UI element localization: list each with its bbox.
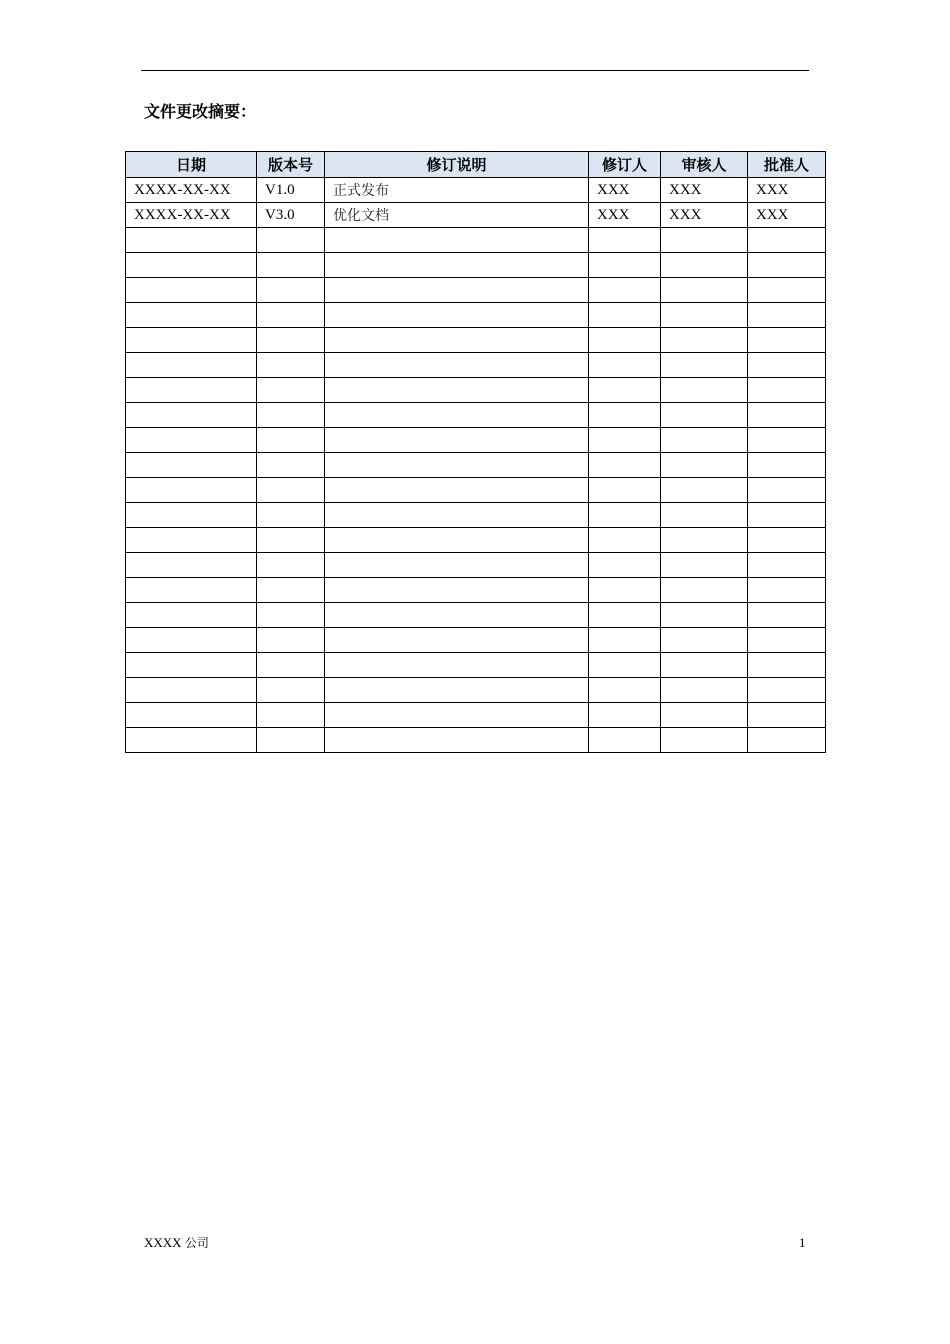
cell-date-empty <box>126 703 257 728</box>
cell-date-empty <box>126 603 257 628</box>
table-row-empty <box>126 678 826 703</box>
table-row-empty <box>126 353 826 378</box>
table-row-empty <box>126 553 826 578</box>
table-row-empty <box>126 428 826 453</box>
cell-version-empty <box>257 353 325 378</box>
cell-version-empty <box>257 678 325 703</box>
header-date: 日期 <box>126 152 257 178</box>
table-row-empty <box>126 728 826 753</box>
cell-approved-by-empty <box>748 403 826 428</box>
cell-reviewed-by-empty <box>661 278 748 303</box>
cell-version-empty <box>257 628 325 653</box>
cell-approved-by-empty <box>748 728 826 753</box>
cell-reviewed-by-empty <box>661 378 748 403</box>
cell-description-empty <box>325 403 589 428</box>
cell-revised-by: XXX <box>589 203 661 228</box>
cell-date-empty <box>126 253 257 278</box>
cell-version-empty <box>257 428 325 453</box>
cell-reviewed-by-empty <box>661 328 748 353</box>
cell-date-empty <box>126 328 257 353</box>
cell-revised-by-empty <box>589 728 661 753</box>
cell-description-empty <box>325 628 589 653</box>
table-row-empty <box>126 503 826 528</box>
cell-description-empty <box>325 528 589 553</box>
table-header-row <box>126 152 826 178</box>
cell-approved-by-empty <box>748 653 826 678</box>
cell-approved-by-empty <box>748 603 826 628</box>
cell-revised-by-empty <box>589 403 661 428</box>
cell-reviewed-by-empty <box>661 478 748 503</box>
cell-revised-by-empty <box>589 303 661 328</box>
cell-approved-by-empty <box>748 278 826 303</box>
header-version: 版本号 <box>257 152 325 178</box>
cell-approved-by-empty <box>748 478 826 503</box>
cell-approved-by-empty <box>748 253 826 278</box>
table-row-empty <box>126 278 826 303</box>
cell-version-empty <box>257 703 325 728</box>
cell-approved-by: XXX <box>748 203 826 228</box>
cell-description: 正式发布 <box>325 178 589 203</box>
cell-reviewed-by-empty <box>661 553 748 578</box>
section-title: 文件更改摘要： <box>144 102 257 121</box>
cell-description-empty <box>325 703 589 728</box>
footer-page-number: 1 <box>799 1235 806 1250</box>
cell-revised-by-empty <box>589 428 661 453</box>
cell-reviewed-by-empty <box>661 453 748 478</box>
cell-version-empty <box>257 328 325 353</box>
cell-revised-by-empty <box>589 678 661 703</box>
cell-description-empty <box>325 503 589 528</box>
cell-approved-by-empty <box>748 503 826 528</box>
cell-description: 优化文档 <box>325 203 589 228</box>
cell-date-empty <box>126 653 257 678</box>
cell-date-empty <box>126 403 257 428</box>
cell-revised-by-empty <box>589 703 661 728</box>
cell-approved-by-empty <box>748 453 826 478</box>
cell-description-empty <box>325 428 589 453</box>
cell-revised-by-empty <box>589 353 661 378</box>
cell-date-empty <box>126 528 257 553</box>
cell-reviewed-by-empty <box>661 228 748 253</box>
cell-date-empty <box>126 628 257 653</box>
footer-company-code: XXXX <box>144 1235 182 1250</box>
cell-description-empty <box>325 453 589 478</box>
header-rule <box>141 70 809 71</box>
footer-company <box>144 1235 209 1251</box>
table-row-empty <box>126 528 826 553</box>
cell-approved-by: XXX <box>748 178 826 203</box>
footer-company-suffix: 公司 <box>184 1236 209 1250</box>
cell-date-empty <box>126 353 257 378</box>
cell-reviewed-by-empty <box>661 628 748 653</box>
cell-description-empty <box>325 478 589 503</box>
cell-reviewed-by-empty <box>661 703 748 728</box>
table-row-empty <box>126 453 826 478</box>
cell-version-empty <box>257 653 325 678</box>
cell-reviewed-by-empty <box>661 303 748 328</box>
table-row-empty <box>126 403 826 428</box>
header-description: 修订说明 <box>325 152 589 178</box>
cell-revised-by-empty <box>589 328 661 353</box>
cell-description-empty <box>325 603 589 628</box>
cell-date-empty <box>126 228 257 253</box>
cell-reviewed-by-empty <box>661 603 748 628</box>
cell-date-empty <box>126 453 257 478</box>
cell-description-empty <box>325 728 589 753</box>
cell-version-empty <box>257 528 325 553</box>
cell-description-empty <box>325 328 589 353</box>
cell-date: XXXX-XX-XX <box>126 203 257 228</box>
cell-revised-by-empty <box>589 653 661 678</box>
cell-approved-by-empty <box>748 678 826 703</box>
cell-revised-by-empty <box>589 253 661 278</box>
cell-date: XXXX-XX-XX <box>126 178 257 203</box>
table-row-empty <box>126 703 826 728</box>
cell-approved-by-empty <box>748 553 826 578</box>
table-row-empty <box>126 628 826 653</box>
cell-date-empty <box>126 728 257 753</box>
cell-date-empty <box>126 678 257 703</box>
cell-approved-by-empty <box>748 528 826 553</box>
cell-reviewed-by: XXX <box>661 178 748 203</box>
cell-revised-by-empty <box>589 628 661 653</box>
cell-approved-by-empty <box>748 328 826 353</box>
cell-reviewed-by-empty <box>661 728 748 753</box>
cell-revised-by-empty <box>589 378 661 403</box>
cell-approved-by-empty <box>748 703 826 728</box>
cell-version-empty <box>257 378 325 403</box>
table-row-empty <box>126 653 826 678</box>
cell-date-empty <box>126 503 257 528</box>
cell-date-empty <box>126 378 257 403</box>
cell-reviewed-by-empty <box>661 403 748 428</box>
cell-version-empty <box>257 603 325 628</box>
table-row <box>126 178 826 203</box>
cell-description-empty <box>325 678 589 703</box>
cell-version-empty <box>257 478 325 503</box>
cell-version-empty <box>257 453 325 478</box>
cell-description-empty <box>325 578 589 603</box>
cell-date-empty <box>126 278 257 303</box>
cell-reviewed-by-empty <box>661 528 748 553</box>
table-row-empty <box>126 228 826 253</box>
cell-version-empty <box>257 278 325 303</box>
cell-version-empty <box>257 553 325 578</box>
cell-revised-by-empty <box>589 503 661 528</box>
cell-date-empty <box>126 303 257 328</box>
cell-version: V3.0 <box>257 203 325 228</box>
cell-approved-by-empty <box>748 303 826 328</box>
table-row-empty <box>126 303 826 328</box>
table-body <box>126 178 826 753</box>
cell-revised-by-empty <box>589 603 661 628</box>
cell-revised-by-empty <box>589 453 661 478</box>
cell-revised-by: XXX <box>589 178 661 203</box>
cell-revised-by-empty <box>589 228 661 253</box>
cell-approved-by-empty <box>748 428 826 453</box>
cell-revised-by-empty <box>589 278 661 303</box>
cell-version-empty <box>257 578 325 603</box>
cell-date-empty <box>126 478 257 503</box>
table-row-empty <box>126 478 826 503</box>
cell-approved-by-empty <box>748 378 826 403</box>
cell-reviewed-by: XXX <box>661 203 748 228</box>
cell-approved-by-empty <box>748 228 826 253</box>
cell-revised-by-empty <box>589 528 661 553</box>
cell-description-empty <box>325 253 589 278</box>
cell-date-empty <box>126 428 257 453</box>
cell-reviewed-by-empty <box>661 678 748 703</box>
table-row-empty <box>126 578 826 603</box>
cell-reviewed-by-empty <box>661 653 748 678</box>
table-row <box>126 203 826 228</box>
table-row-empty <box>126 253 826 278</box>
cell-reviewed-by-empty <box>661 503 748 528</box>
cell-version-empty <box>257 503 325 528</box>
cell-version-empty <box>257 303 325 328</box>
cell-description-empty <box>325 303 589 328</box>
cell-description-empty <box>325 653 589 678</box>
cell-version-empty <box>257 253 325 278</box>
cell-date-empty <box>126 553 257 578</box>
cell-date-empty <box>126 578 257 603</box>
cell-description-empty <box>325 553 589 578</box>
table-row-empty <box>126 328 826 353</box>
cell-description-empty <box>325 278 589 303</box>
cell-approved-by-empty <box>748 628 826 653</box>
cell-approved-by-empty <box>748 578 826 603</box>
cell-description-empty <box>325 353 589 378</box>
header-reviewed-by: 审核人 <box>661 152 748 178</box>
cell-version-empty <box>257 228 325 253</box>
cell-reviewed-by-empty <box>661 578 748 603</box>
header-approved-by: 批准人 <box>748 152 826 178</box>
cell-version: V1.0 <box>257 178 325 203</box>
cell-reviewed-by-empty <box>661 353 748 378</box>
table-row-empty <box>126 378 826 403</box>
cell-revised-by-empty <box>589 478 661 503</box>
cell-version-empty <box>257 728 325 753</box>
cell-reviewed-by-empty <box>661 253 748 278</box>
cell-revised-by-empty <box>589 578 661 603</box>
cell-description-empty <box>325 228 589 253</box>
cell-reviewed-by-empty <box>661 428 748 453</box>
cell-revised-by-empty <box>589 553 661 578</box>
revision-history-table <box>125 151 826 753</box>
cell-version-empty <box>257 403 325 428</box>
header-revised-by: 修订人 <box>589 152 661 178</box>
cell-description-empty <box>325 378 589 403</box>
cell-approved-by-empty <box>748 353 826 378</box>
table-row-empty <box>126 603 826 628</box>
